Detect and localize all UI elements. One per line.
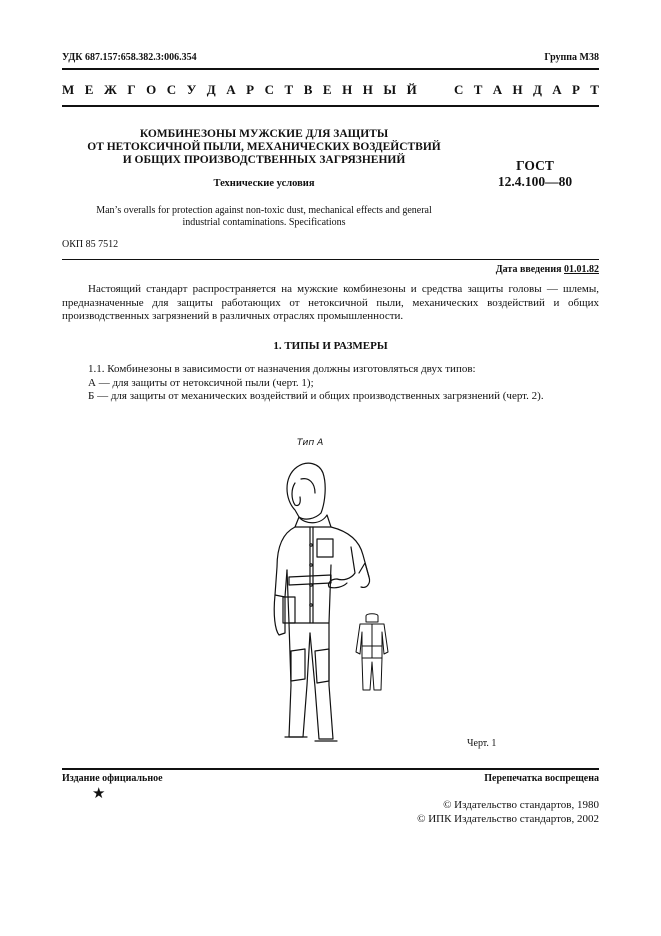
copyright-line: © Издательство стандартов, 1980 — [443, 799, 599, 811]
banner-letter: Е — [84, 82, 94, 97]
knee-patch-left — [291, 649, 305, 681]
copyright-line: © ИПК Издательство стандартов, 2002 — [417, 812, 599, 825]
figure-caption: Черт. 1 — [467, 738, 497, 749]
reprint-note: Перепечатка воспрещена — [484, 773, 599, 784]
document-subtitle: Технические условия — [213, 178, 315, 189]
effective-date-value: 01.01.82 — [564, 264, 599, 275]
gost-code: 12.4.100—80 — [497, 174, 573, 189]
torso-outline — [287, 565, 331, 623]
banner-letter: А — [226, 82, 236, 97]
document-title — [62, 128, 466, 167]
banner-letter: В — [303, 82, 313, 97]
banner-letter: Й — [406, 82, 417, 97]
section-heading: 1. ТИПЫ И РАЗМЕРЫ — [273, 340, 388, 352]
okp-code: ОКП 85 7512 — [62, 239, 119, 250]
banner-letter: С — [454, 82, 464, 97]
clause-item-a: А — для защиты от нетоксичной пыли (черт. 1); — [88, 376, 314, 389]
clause-item-b: Б — для защиты от механических воздействий и общих производственных загрязнений (черт. 2). — [88, 390, 544, 402]
banner-letter: С — [264, 82, 274, 97]
banner-letter: Т — [590, 82, 599, 97]
english-title-line: industrial contaminations. Specifications — [182, 217, 346, 228]
banner-letter: Г — [127, 82, 136, 97]
back-legs — [362, 658, 382, 690]
banner-rule — [62, 105, 599, 107]
back-collar — [366, 614, 378, 622]
overall-back-view-illustration — [348, 612, 396, 694]
right-sleeve — [337, 547, 355, 580]
banner-letter: Д — [206, 82, 216, 97]
gost-number — [480, 158, 590, 190]
chest-pocket — [317, 539, 333, 557]
collar-outline — [295, 515, 331, 527]
banner-letter: А — [552, 82, 562, 97]
top-rule — [62, 68, 599, 70]
title-line: КОМБИНЕЗОНЫ МУЖСКИЕ ДЛЯ ЗАЩИТЫ — [139, 128, 389, 140]
title-line: И ОБЩИХ ПРОИЗВОДСТВЕННЫХ ЗАГРЯЗНЕНИЙ — [122, 154, 406, 166]
banner-letter: Н — [512, 82, 523, 97]
button — [310, 564, 312, 566]
star-icon: ★ — [92, 786, 106, 802]
udk-code: УДК 687.157:658.382.3:006.354 — [62, 52, 197, 63]
figure-type-label: Тип А — [297, 438, 324, 448]
face-outline — [292, 483, 300, 506]
banner-letter: Т — [473, 82, 483, 97]
clause-text: 1.1. Комбинезоны в зависимости от назначения должны изготовляться двух типов: — [88, 363, 476, 375]
right-shoulder-outline — [331, 527, 370, 587]
effective-date-label: Дата введения — [495, 264, 562, 275]
banner-letter: Ж — [103, 82, 117, 97]
gost-label: ГОСТ — [516, 158, 554, 173]
banner-letter: С — [166, 82, 177, 97]
banner-letter: Н — [362, 82, 373, 97]
button — [310, 544, 312, 546]
hood-seam — [301, 479, 315, 493]
title-line: ОТ НЕТОКСИЧНОЙ ПЫЛИ, МЕХАНИЧЕСКИХ ВОЗДЕЙСТВИЙ — [87, 141, 441, 153]
banner-letter: Т — [284, 82, 294, 97]
banner-letter: Р — [246, 82, 255, 97]
banner-letter: Н — [342, 82, 353, 97]
okp-rule — [62, 259, 599, 260]
banner-letter: О — [146, 82, 157, 97]
copyright — [417, 799, 599, 826]
button — [310, 604, 312, 606]
banner-letter: М — [62, 82, 75, 97]
edition-note: Издание официальное — [62, 773, 163, 784]
banner-letter: Ы — [383, 82, 397, 97]
english-title — [62, 205, 466, 229]
group-code: Группа М38 — [544, 52, 599, 63]
english-title-line: Man’s overalls for protection against non-toxic dust, mechanical effects and general — [96, 205, 432, 216]
elbow-patch — [359, 563, 369, 577]
banner-word-interstate — [62, 82, 417, 98]
banner-word-standard — [454, 82, 599, 98]
footer-rule — [62, 768, 599, 770]
effective-date — [496, 264, 599, 275]
overall-illustration — [255, 455, 405, 755]
clause-1-1 — [62, 363, 599, 404]
banner-letter: Д — [532, 82, 542, 97]
knee-patch-right — [315, 649, 329, 683]
banner-letter: Е — [322, 82, 332, 97]
left-shoulder-outline — [275, 527, 295, 597]
standard-banner — [62, 82, 599, 98]
banner-letter: У — [186, 82, 197, 97]
banner-letter: А — [492, 82, 503, 97]
banner-letter: Р — [571, 82, 580, 97]
intro-paragraph: Настоящий стандарт распространяется на мужские комбинезоны и средства защиты головы — шлемы, предназначенные для защиты работающих от нетоксичной пыли, механических воздействий и общих производственных загрязнений в различных отраслях промышленности. — [62, 283, 599, 322]
